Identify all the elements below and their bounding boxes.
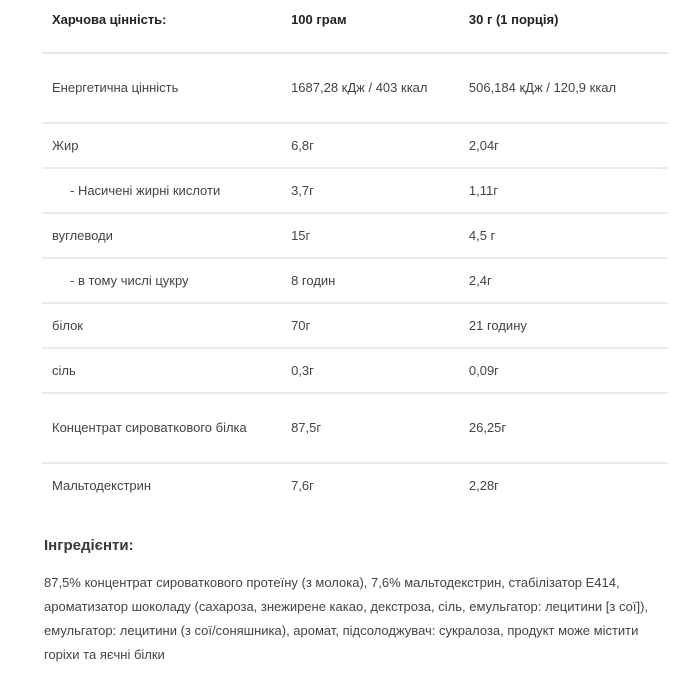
nutrient-name: вуглеводи [52,227,113,243]
value-per-100g: 1687,28 кДж / 403 ккал [291,80,428,95]
value-per-serving: 26,25г [468,420,507,435]
nutrient-name: - в тому числі цукру [70,272,189,288]
ingredients-section [44,533,664,667]
nutrient-name: сіль [52,362,76,378]
ingredients-title: Інгредієнти: [44,537,134,554]
nutrition-table [42,0,668,507]
value-per-100g: 0,3г [291,362,314,378]
value-per-serving: 21 годину [468,317,527,333]
value-per-100g: 3,7г [291,182,314,198]
table-row [42,168,668,213]
nutrient-name: білок [52,317,83,333]
value-per-serving: 1,11г [468,182,498,198]
value-per-serving: 0,09г [468,362,499,378]
nutrient-name: Енергетична цінність [52,80,179,95]
value-per-serving: 2,28г [468,477,499,493]
value-per-100g: 70г [291,317,311,333]
table-row [42,303,668,348]
nutrient-name: Жир [52,137,79,153]
value-per-serving: 4,5 г [468,227,496,243]
value-per-100g: 7,6г [291,477,314,493]
table-row [42,258,668,303]
ingredients-text: 87,5% концентрат сироваткового протеїну (з молока), 7,6% мальтодекстрин, стабілізатор Е414, ароматизатор шоколаду (сахароза, знежирене какао, декстроза, сіль, емульгатор: лецитини [з сої]), емульгатор: лецитини (з сої/соняшника), аромат, підсолоджувач: сукралоза, продукт може містити горіхи та яєчні білки [44,575,649,662]
value-per-serving: 506,184 кДж / 120,9 ккал [468,80,617,95]
table-row [42,213,668,258]
table-row [42,348,668,393]
value-per-100g: 8 годин [291,272,336,288]
nutrient-name: Концентрат сироваткового білка [52,420,247,435]
value-per-100g: 87,5г [291,420,322,435]
value-per-100g: 15г [291,227,311,243]
header-per-100g: 100 грам [291,12,347,27]
table-header-row [42,0,668,53]
value-per-serving: 2,04г [468,137,499,153]
value-per-100g: 6,8г [291,137,314,153]
header-nutrient: Харчова цінність: [52,12,167,27]
table-row [42,393,668,463]
value-per-serving: 2,4г [468,272,492,288]
table-row [42,463,668,507]
table-row [42,53,668,123]
header-per-serving: 30 г (1 порція) [468,12,559,27]
nutrient-name: Мальтодекстрин [52,477,152,493]
nutrient-name: - Насичені жирні кислоти [70,182,221,198]
table-row [42,123,668,168]
